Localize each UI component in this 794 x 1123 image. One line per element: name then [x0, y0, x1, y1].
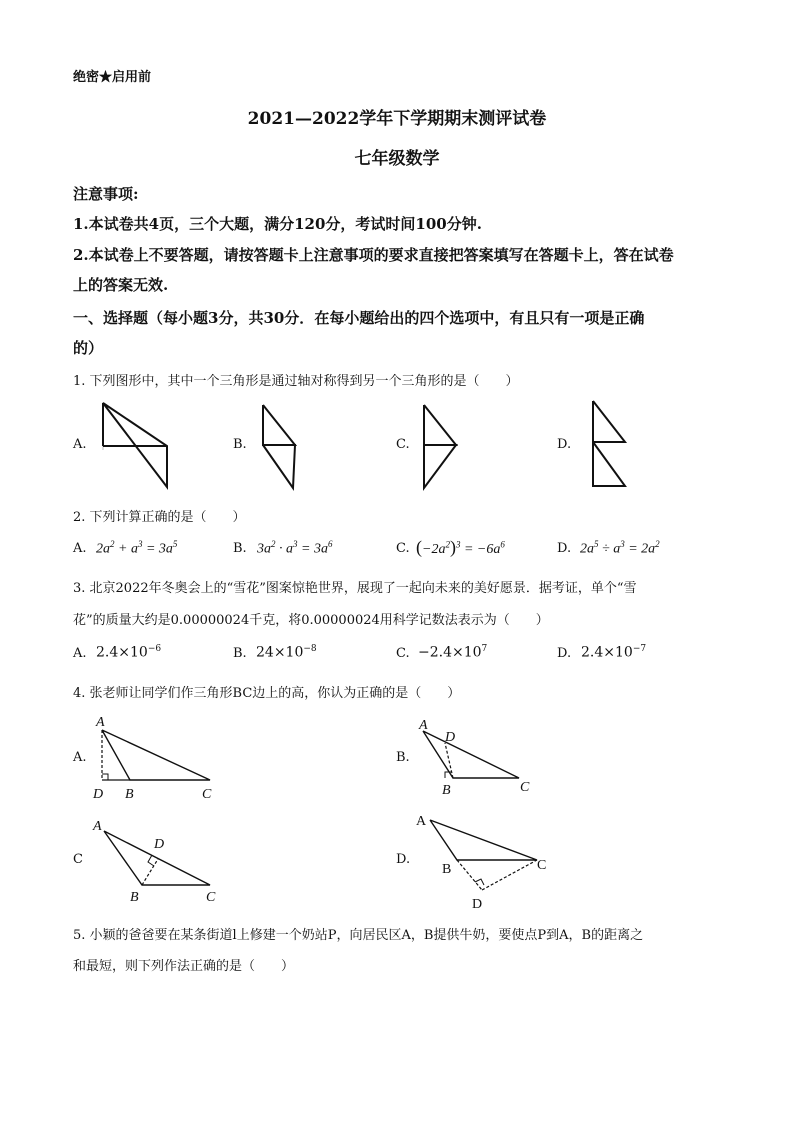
q3-option-d-expr: $2.4\times 10^{-7}$ — [581, 644, 647, 661]
q4d-point-d: D — [472, 897, 483, 912]
q4-figure-a — [90, 712, 230, 804]
q2-option-b-expr: $3a^2 \cdot a^3 = 3a^6$ — [257, 539, 333, 557]
q4d-point-c: C — [537, 858, 547, 873]
q4c-point-b: B — [130, 890, 139, 905]
section-heading-line-1: 一、选择题（每小题3分，共30分．在每小题给出的四个选项中，有且只有一项是正确 — [73, 309, 645, 327]
q3-option-c-expr: $-2.4\times 10^7$ — [418, 644, 488, 661]
q2-option-d-label: D. — [557, 541, 572, 556]
q2-option-b-label: B. — [233, 541, 247, 556]
q4-option-c-label: C — [73, 852, 83, 867]
question-3-stem-line-2: 花”的质量大约是0.00000024千克，将0.00000024用科学记数法表示为（ ） — [73, 613, 549, 628]
q1-option-d-label: D. — [557, 437, 572, 452]
q4b-point-b: B — [442, 783, 451, 798]
question-1-stem: 1. 下列图形中，其中一个三角形是通过轴对称得到另一个三角形的是（ ） — [73, 374, 519, 389]
q4d-point-b: B — [442, 862, 452, 877]
q4-figure-d — [412, 805, 562, 915]
q4c-point-c: C — [206, 890, 216, 905]
q3-option-a-expr: $2.4\times 10^{-6}$ — [96, 644, 162, 661]
q2-option-a-expr: $2a^2 + a^3 = 3a^5$ — [96, 539, 178, 557]
question-5-stem-line-2: 和最短，则下列作法正确的是（ ） — [73, 959, 295, 974]
q2-option-d-expr: $2a^5 \div a^3 = 2a^2$ — [580, 539, 660, 557]
q4c-point-d: D — [154, 837, 165, 852]
q4a-point-a: A — [96, 715, 105, 730]
q1-option-a-label: A. — [73, 437, 87, 452]
q4a-point-b: B — [125, 787, 134, 802]
exam-subtitle: 七年级数学 — [354, 149, 440, 169]
notice-item-2-line-1: 2.本试卷上不要答题，请按答题卡上注意事项的要求直接把答案填写在答题卡上，答在试卷 — [73, 246, 674, 264]
question-5-stem-line-1: 5. 小颖的爸爸要在某条街道l上修建一个奶站P，向居民区A，B提供牛奶，要使点P到A，B的距离之 — [73, 928, 644, 943]
secret-label: 绝密★启用前 — [73, 70, 152, 85]
q4a-point-d: D — [93, 787, 104, 802]
q4b-point-c: C — [520, 780, 530, 795]
q3-option-c-label: C. — [396, 646, 410, 661]
q1-option-b-label: B. — [233, 437, 247, 452]
q4-option-d-label: D. — [396, 852, 411, 867]
q3-option-b-expr: $24\times 10^{-8}$ — [256, 644, 317, 661]
q4c-point-a: A — [93, 819, 102, 834]
q4d-point-a: A — [416, 814, 427, 829]
q4b-point-d: D — [445, 730, 456, 745]
q1-option-c-label: C. — [396, 437, 410, 452]
q1-figure-a — [95, 398, 175, 493]
q4b-point-a: A — [419, 718, 428, 733]
question-3-stem-line-1: 3. 北京2022年冬奥会上的“雪花”图案惊艳世界，展现了一起向未来的美好愿景．据考证，单个“雪 — [73, 581, 637, 596]
exam-title: 2021—2022学年下学期期末测评试卷 — [247, 109, 547, 129]
q4-option-a-label: A. — [73, 750, 87, 765]
q4-figure-b — [415, 715, 545, 800]
q1-figure-c — [418, 400, 468, 495]
q2-option-a-label: A. — [73, 541, 87, 556]
q1-figure-b — [255, 400, 305, 495]
q2-option-c-label: C. — [396, 541, 410, 556]
question-4-stem: 4. 张老师让同学们作三角形BC边上的高，你认为正确的是（ ） — [73, 686, 461, 701]
notice-heading: 注意事项: — [73, 185, 139, 203]
q3-option-a-label: A. — [73, 646, 87, 661]
q4-option-b-label: B. — [396, 750, 410, 765]
q4a-point-c: C — [202, 787, 212, 802]
q2-option-c-expr: $(-2a^2)^3 = -6a^6$ — [416, 537, 505, 557]
notice-item-1: 1.本试卷共4页，三个大题，满分120分，考试时间100分钟. — [73, 215, 482, 233]
q4-figure-c — [90, 815, 230, 910]
section-heading-line-2: 的） — [73, 339, 104, 357]
q3-option-d-label: D. — [557, 646, 572, 661]
q1-figure-d — [585, 398, 635, 493]
q3-option-b-label: B. — [233, 646, 247, 661]
question-2-stem: 2. 下列计算正确的是（ ） — [73, 510, 246, 525]
notice-item-2-line-2: 上的答案无效. — [73, 276, 169, 294]
